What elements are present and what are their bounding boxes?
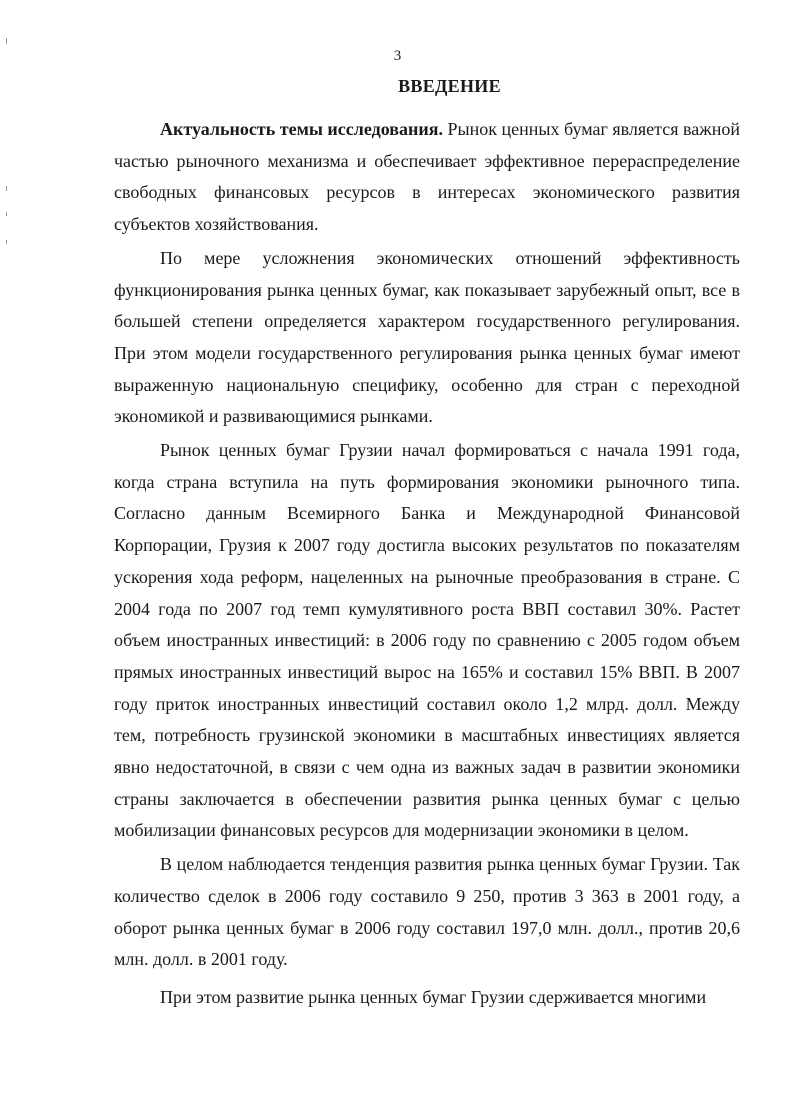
paragraph-georgia-market: Рынок ценных бумаг Грузии начал формироваться с начала 1991 года, когда страна вступила на путь формирования экономики рыночного типа. Согласно данным Всемирного Банка и Международной Финансовой Корпорации, Грузия к 2007 году достигла высоких результатов по показателям ускорения хода реформ, нацеленных на рыночные преобразования в стране. С 2004 года по 2007 год темп кумулятивного роста ВВП составил 30%. Растет объем иностранных инвестиций: в 2006 году по сравнению с 2005 годом объем прямых иностранных инвестиций вырос на 165% и составил 15% ВВП. В 2007 году приток иностранных инвестиций составил около 1,2 млрд. долл. Между тем, потребность грузинской экономики в масштабных инвестициях является явно недостаточной, в связи с чем одна из важных задач в развитии экономики страны заключается в обеспечении развития рынка ценных бумаг с целью мобилизации финансовых ресурсов для модернизации экономики в целом.	[114, 440, 740, 841]
page-number: 3	[393, 48, 402, 64]
scan-margin-mark	[6, 38, 7, 44]
paragraph-constraints: При этом развитие рынка ценных бумаг Грузии сдерживается многими	[160, 986, 707, 1007]
scan-margin-mark	[6, 240, 7, 244]
scan-margin-mark	[6, 186, 7, 191]
paragraph-lead: Актуальность темы исследования.	[160, 119, 443, 139]
paragraph-trend: В целом наблюдается тенденция развития рынка ценных бумаг Грузии. Так количество сделок в 2006 году составило 9 250, против 3 363 в 2001 году, а оборот рынка ценных бумаг в 2006 году составил 197,0 млн. долл., против 20,6 млн. долл. в 2001 году.	[114, 854, 740, 970]
paragraph-regulation: По мере усложнения экономических отношений эффективность функционирования рынка ценных бумаг, как показывает зарубежный опыт, все в большей степени определяется характером государственного регулирования. При этом модели государственного регулирования рынка ценных бумаг имеют выраженную национальную специфику, особенно для стран с переходной экономикой и развивающимися рынками.	[114, 247, 740, 427]
paragraph-text: Рынок ценных бумаг является важной частью рыночного механизма и обеспечивает эффективное перераспределение свободных финансовых ресурсов в интересах экономического развития субъектов хозяйствования.	[114, 119, 740, 235]
scan-margin-mark	[6, 212, 7, 216]
section-heading: ВВЕДЕНИЕ	[398, 76, 501, 96]
body-text	[114, 114, 740, 1014]
paragraph-relevance	[114, 114, 740, 241]
